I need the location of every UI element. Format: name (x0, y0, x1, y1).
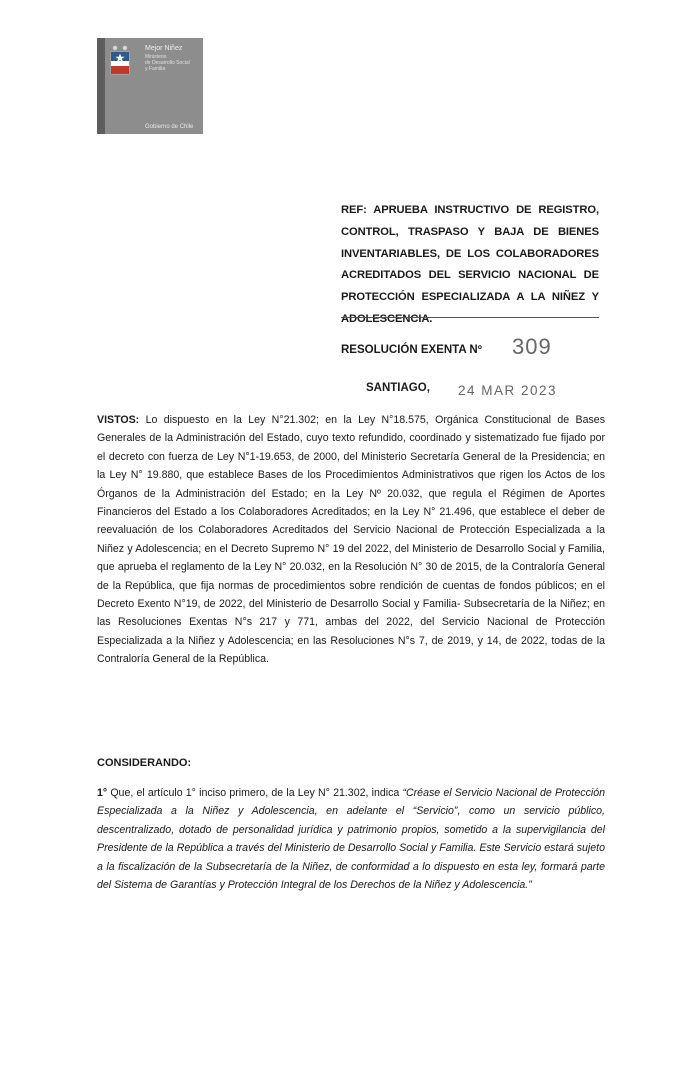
vistos-paragraph (97, 411, 605, 669)
resolution-label: RESOLUCIÓN EXENTA Nº (341, 344, 482, 356)
coat-of-arms-icon (106, 44, 134, 78)
vistos-text: Lo dispuesto en la Ley N°21.302; en la Ley N°18.575, Orgánica Constitucional de Bases Generales de la Administración del Estado, cuyo texto refundido, coordinado y sistematizado fue fijado por el decreto con fuerza de Ley N°1-19.653, de 2000, del Ministerio Secretaría General de la Presidencia; en la Ley N° 19.880, que establece Bases de los Procedimientos Administrativos que rigen los Actos de los Órganos de la Administración del Estado; en la Ley Nº 20.032, que regula el Régimen de Aportes Financieros del Estado a los Colaboradores Acreditados; en la Ley N° 21.496, que establece el deber de reevaluación de los Colaboradores Acreditados del Servicio Nacional de Protección Especializada a la Niñez y Adolescencia; en el Decreto Supremo N° 19 del 2022, del Ministerio de Desarrollo Social y Familia, que aprueba el reglamento de la Ley N° 20.032, en la Resolución N° 30 de 2015, de la Contraloría General de la República, que fija normas de procedimientos sobre rendición de cuentas de fondos públicos; en el Decreto Exento N°19, de 2022, del Ministerio de Desarrollo Social y Familia- Subsecretaría de la Niñez; en las Resoluciones Exentas N°s 217 y 771, ambas del 2022, del Servicio Nacional de Protección Especializada a la Niñez y Adolescencia; en las Resoluciones N°s 7, de 2019, y 14, de 2022, todas de la Contraloría General de la República. (97, 414, 605, 666)
logo-line: Ministerio (145, 54, 167, 60)
logo-stripe (97, 38, 105, 134)
logo-line: y Familia (145, 66, 166, 72)
date-stamp: 24 MAR 2023 (458, 383, 558, 398)
ministry-logo (97, 38, 203, 134)
paragraph-number: 1° (97, 787, 108, 799)
logo-ministry-lines (145, 54, 190, 72)
considerando-paragraph-1 (97, 784, 605, 894)
law-quote: “Créase el Servicio Nacional de Protección Especializada a la Niñez y Adolescencia, en adelante el “Servicio”, como un servicio público, descentralizado, dotado de personalidad jurídica y patrimonio propios, sometido a la supervigilancia del Presidente de la República a través del Ministerio de Desarrollo Social y Familia. Este Servicio estará sujeto a la fiscalización de la Subsecretaría de la Niñez, de conformidad a lo dispuesto en esta ley, formará parte del Sistema de Garantías y Protección Integral de los Derechos de la Niñez y Adolescencia.” (97, 787, 606, 892)
city-label: SANTIAGO, (366, 382, 430, 394)
logo-line: de Desarrollo Social (145, 60, 190, 66)
reference-title: REF: APRUEBA INSTRUCTIVO DE REGISTRO, CONTROL, TRASPASO Y BAJA DE BIENES INVENTARIABLES, DE LOS COLABORADORES ACREDITADOS DEL SERVICIO NACIONAL DE PROTECCIÓN ESPECIALIZADA A LA NIÑEZ Y ADOLESCENCIA. (341, 204, 599, 325)
logo-ministry-name: Mejor Niñez (145, 45, 183, 52)
paragraph-intro: Que, el artículo 1° inciso primero, de la Ley N° 21.302, indica (107, 787, 403, 799)
logo-government: Gobierno de Chile (145, 124, 194, 130)
vistos-label: VISTOS: (97, 414, 140, 426)
reference-divider (341, 317, 599, 318)
considerando-heading: CONSIDERANDO: (97, 757, 192, 769)
resolution-number-stamp: 309 (512, 334, 552, 359)
